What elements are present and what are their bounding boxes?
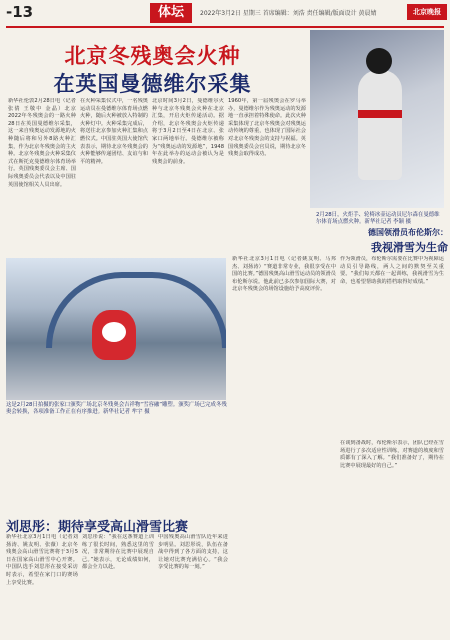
side-headline-line1: 德国领滑员布伦斯尔：	[368, 228, 448, 237]
main-story-column-1: 新华社伦敦2月28日电（记者张倩 王敬中 金晶）北京2022年冬残奥会的一路火种28日在英国曼德维尔采集，这一来自残奥运动发源地的火种随后将和另外8路火种汇集，作为北京冬残奥会的主火种。北京冬残奥会火种采集仪式在斯托克曼德维尔体育场举行。英国残奥委员会主席、国际残奥委员会代表以及中国驻英国使馆相关人员出席。	[8, 98, 76, 188]
photo-caption-torch: 2月28日，火炬手、轮椅冰壶运动员尼尔森在曼德维尔体育场点燃火种。新华社记者 李颖 摄	[316, 212, 440, 226]
main-story-column-4: 1960年，第一届残奥会在罗马举办，曼德维尔作为残奥运动的发源地一直承担着特殊使命。此次火种采集体现了北京冬残奥会对残奥运动传统的尊重，也体现了国际社会对北京冬残奥会的支持与祝福。英国残奥委员会官员说，期待北京冬残奥会取得成功。	[228, 98, 306, 158]
main-headline-line1: 北京冬残奥会火种	[64, 44, 241, 68]
bottom-story-column-2: 刘思彤说：“我在这条赛道上训练了很长时间，熟悉这里的雪况，非常期待在比赛中展现自己。”她表示，无论成绩如何，都会全力以赴。	[82, 534, 154, 571]
side-story-column-1: 新华社北京3月1日电（记者姚友明、马邦杰、刘扬涛）“赛道非常专业，我很享受在中国的比赛。”德国残奥高山滑雪运动员的领滑员布伦斯尔说。他此前已多次参加国际大赛，对北京冬残奥会的场馆设施给予高度评价。	[232, 256, 336, 293]
bottom-headline: 刘思彤：期待享受高山滑雪比赛	[6, 520, 189, 535]
photo-caption-venue: 这是2月28日拍摄的张家口颁奖广场北京冬残奥会吉祥物“雪容融”雕塑。颁奖广场已完成冬残奥会转换，各项准备工作正在有序推进。新华社记者 牟宇 摄	[6, 402, 227, 416]
torch-lighting-photo	[310, 30, 444, 208]
section-tag: 体坛	[150, 3, 192, 23]
main-story-column-3: 北京时间3月2日，曼德维尔火种与北京冬残奥会火种在北京汇集，开启火炬传递活动。据介绍，北京冬残奥会火炬传递将于3月2日至4日在北京、张家口两地举行。曼德维尔被称为“残奥运动的发源地”，1948年在此举办的运动会被认为是残奥会的前身。	[152, 98, 224, 165]
issue-meta: 2022年3月2日 星期三 首席编辑：刘浩 责任编辑/版面设计 黄晨婧	[200, 10, 377, 17]
mascot-venue-photo	[6, 258, 226, 400]
side-story-column-2: 作为领滑员，布伦斯尔需要在比赛中为视障运动员引导路线，两人之间的默契至关重要。“我们每天都在一起训练，我视滑雪为生命，也希望帮助我的搭档取得好成绩。”	[340, 256, 444, 285]
uniform-stripe	[358, 110, 402, 118]
bottom-story-column-1: 新华社北京3月1日电（记者刘扬涛、姚友明、张薇）北京冬残奥会高山滑雪比赛将于3月5日在国家高山滑雪中心开赛。中国队选手刘思彤在接受采访时表示，希望在家门口的赛场上享受比赛。	[6, 534, 78, 586]
main-headline-line2: 在英国曼德维尔采集	[53, 72, 252, 96]
header-rule	[6, 26, 444, 28]
page-number: -13	[6, 3, 34, 21]
athlete-head	[366, 48, 392, 74]
main-story-column-2: 在火种采集仪式中，一名残奥运动员在曼德维尔体育场点燃火种，随后火种被放入特制的火种灯中。火种采集完成后，将送往北京参加火种汇集和点燃仪式。中国驻英国大使馆代表表示，期待北京冬残奥会的火种能够传递团结、友谊与和平的精神。	[80, 98, 148, 165]
newspaper-logo: 北京晚报	[407, 4, 447, 20]
side-headline-line2: 我视滑雪为生命	[371, 241, 448, 254]
venue-arch	[46, 272, 226, 348]
side-story-column-3: 在谈到备战时，布伦斯尔表示，团队已经在雪场进行了多次适应性训练，对赛道的坡度和雪质都有了深入了解。“我们准备好了，期待在比赛中展现最好的自己。”	[340, 440, 444, 469]
mascot-face	[102, 322, 126, 342]
masthead	[0, 0, 450, 26]
athlete-figure	[358, 70, 402, 180]
bottom-story-column-3: 中国残奥高山滑雪队近年来进步明显。刘思彤说，队伍在备战中得到了各方面的支持，这让她对比赛充满信心。“我会享受比赛的每一刻。”	[158, 534, 228, 571]
